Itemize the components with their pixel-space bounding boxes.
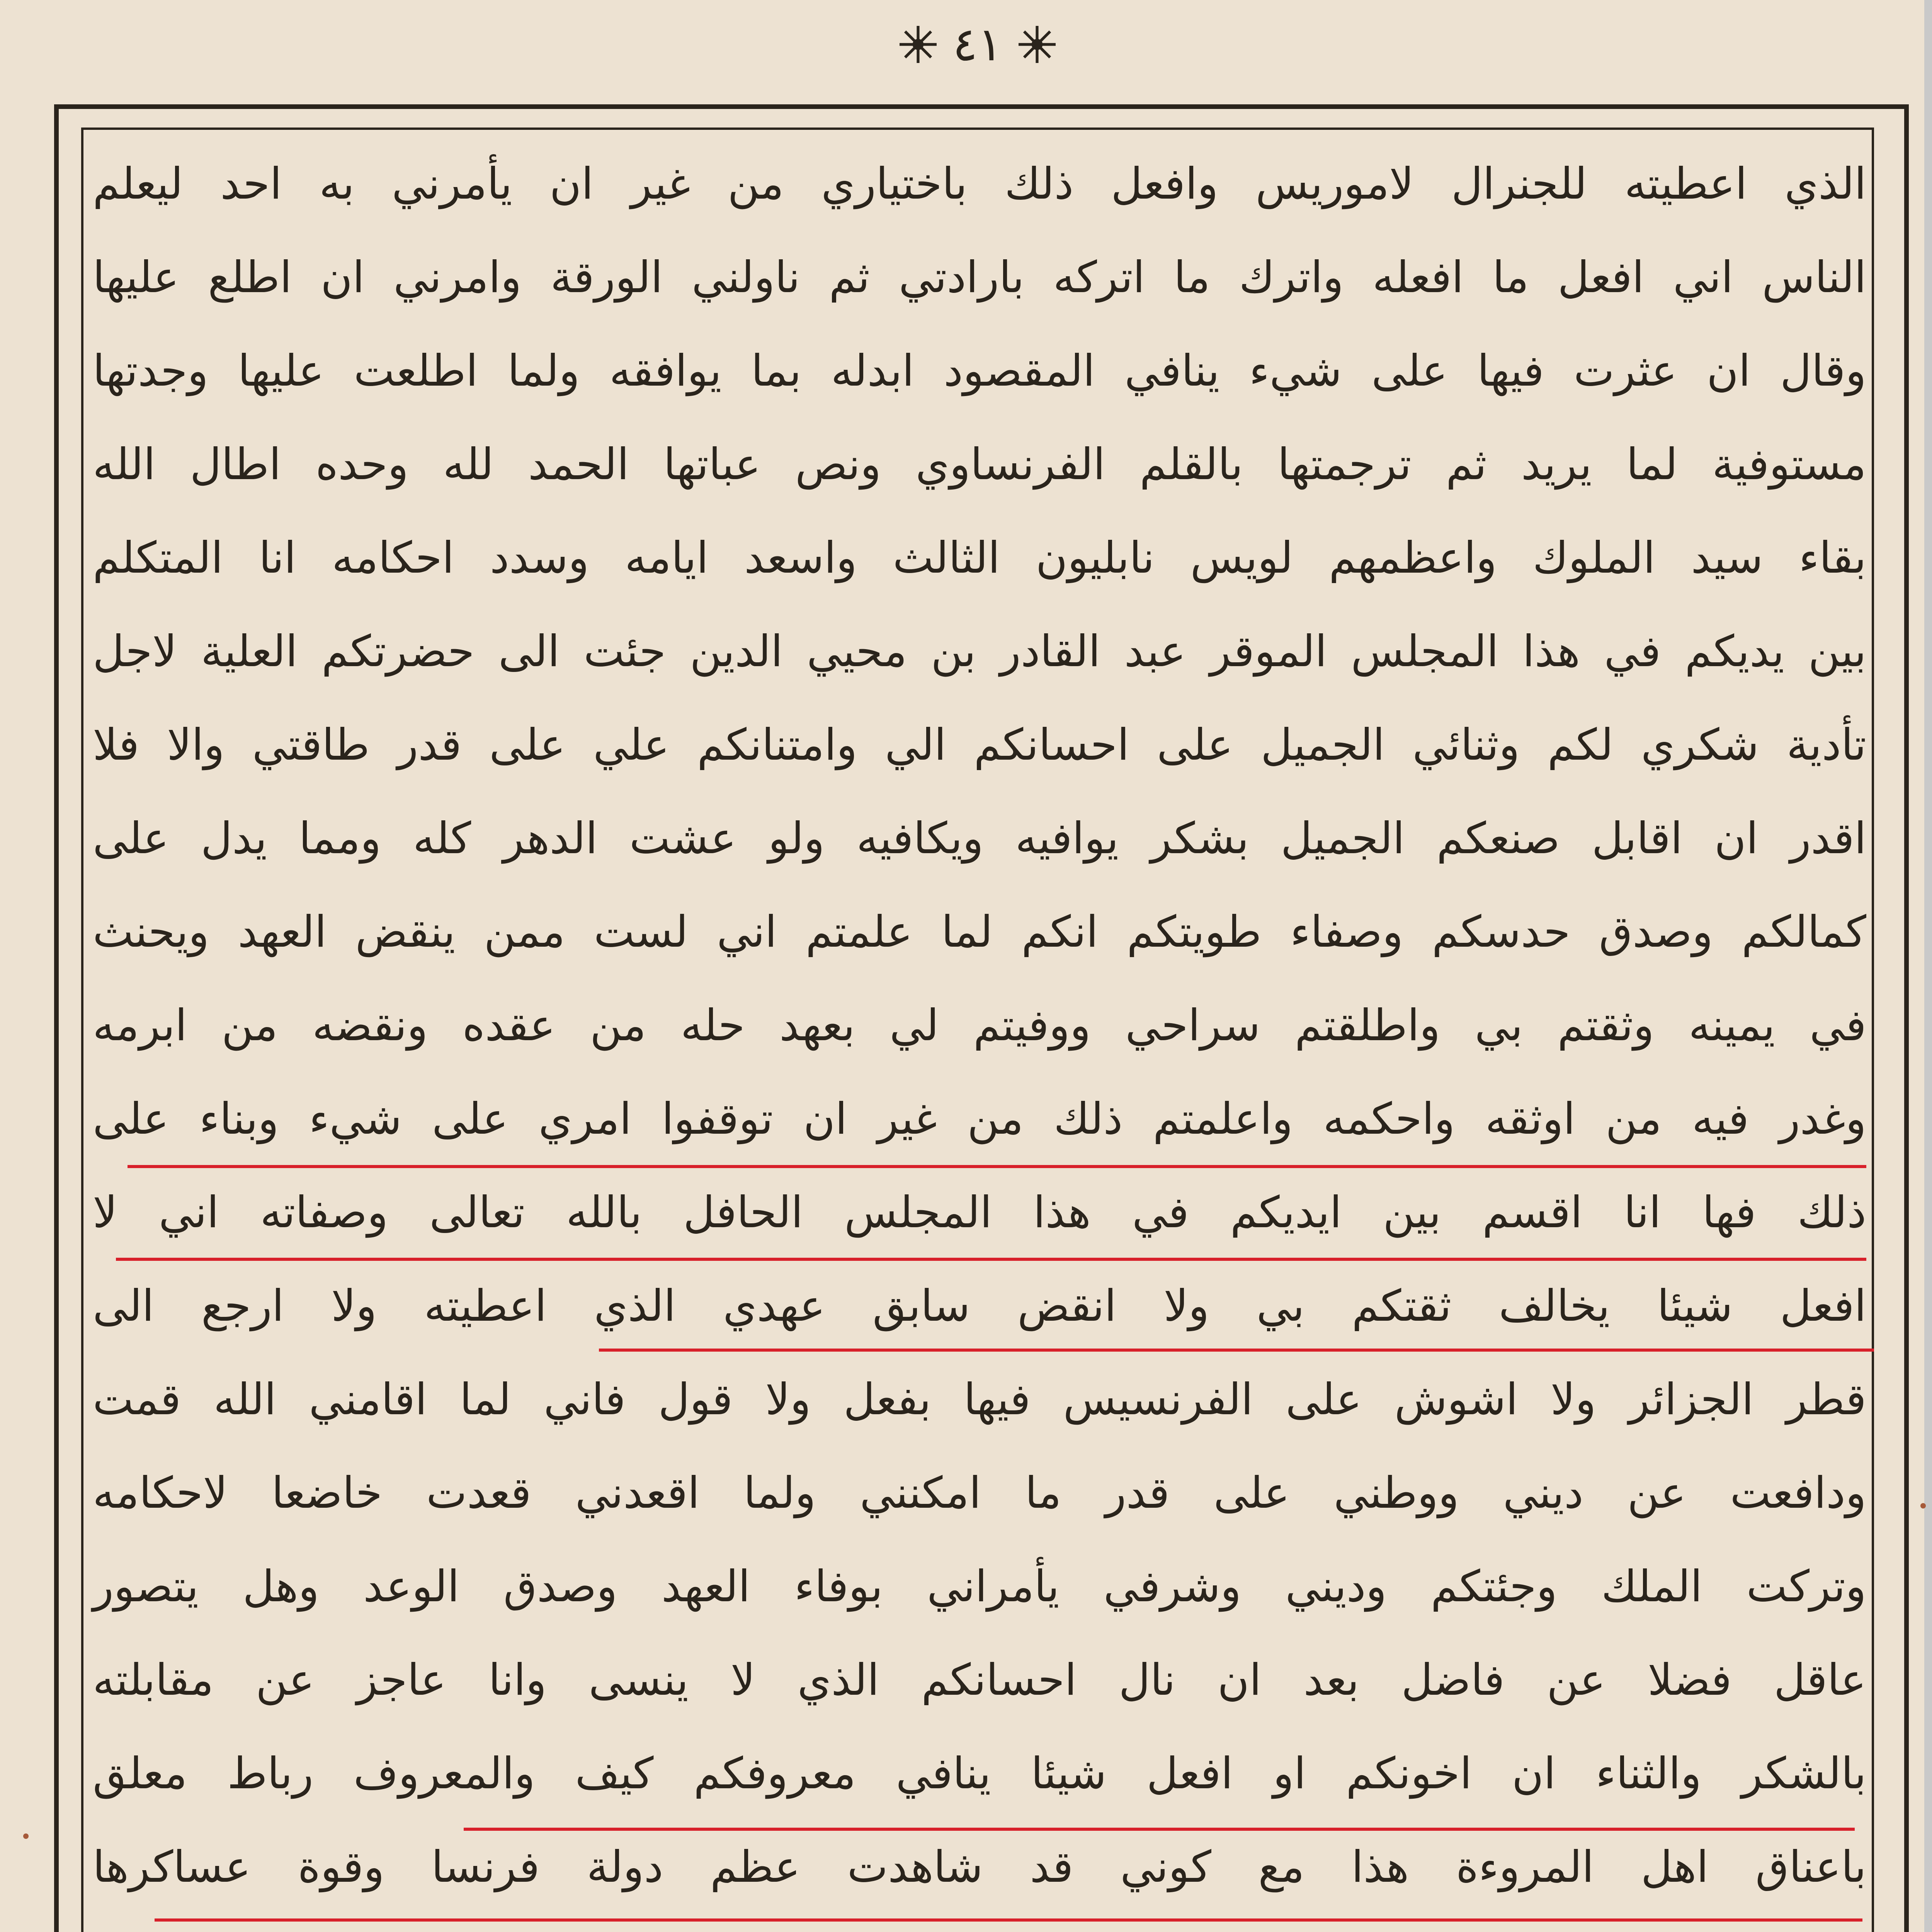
text-line: بين يديكم في هذا المجلس الموقر عبد القادر بن محيي الدين جئت الى حضرتكم العلية لاجل (93, 626, 1866, 677)
page-number-header (869, 15, 1086, 73)
paper-speck (1920, 1503, 1926, 1509)
paper-speck (23, 1833, 29, 1839)
text-line: مستوفية لما يريد ثم ترجمتها بالقلم الفرنساوي ونص عباتها الحمد لله وحده اطال الله (93, 439, 1866, 490)
red-underline (155, 1918, 1862, 1922)
red-underline (464, 1828, 1855, 1831)
text-line: ودافعت عن ديني ووطني على قدر ما امكنني ولما اقعدني قعدت خاضعا لاحكامه (93, 1468, 1866, 1518)
text-line: افعل شيئا يخالف ثقتكم بي ولا انقض سابق عهدي الذي اعطيته ولا ارجع الى (93, 1281, 1866, 1331)
text-line: الناس اني افعل ما افعله واترك ما اتركه بارادتي ثم ناولني الورقة وامرني ان اطلع عليها (93, 252, 1866, 303)
page-number: ٤١ (952, 17, 1003, 71)
scan-edge (1924, 0, 1932, 1932)
text-line: الذي اعطيته للجنرال لاموريس وافعل ذلك باختياري من غير ان يأمرني به احد ليعلم (93, 159, 1866, 209)
text-line (93, 1914, 1866, 1932)
body-text (93, 137, 1866, 1932)
text-line: في يمينه وثقتم بي واطلقتم سراحي ووفيتم لي بعهد حله من عقده ونقضه من ابرمه (93, 1000, 1866, 1051)
text-line: وقال ان عثرت فيها على شيء ينافي المقصود ابدله بما يوافقه ولما اطلعت عليها وجدتها (93, 346, 1866, 396)
text-line: بالشكر والثناء ان اخونكم او افعل شيئا ينافي معروفكم كيف والمعروف رباط معلق (93, 1748, 1866, 1799)
text-line: قطر الجزائر ولا اشوش على الفرنسيس فيها بفعل ولا قول فاني لما اقامني الله قمت (93, 1374, 1866, 1425)
text-line: باعناق اهل المروءة هذا مع كوني قد شاهدت عظم دولة فرنسا وقوة عساكرها (93, 1842, 1866, 1892)
star-ornament-icon (895, 21, 941, 68)
star-ornament-icon (1014, 21, 1060, 68)
red-underline (116, 1258, 1866, 1261)
text-line: بقاء سيد الملوك واعظمهم لويس نابليون الثالث واسعد ايامه وسدد احكامه انا المتكلم (93, 533, 1866, 583)
red-underline (599, 1349, 1874, 1352)
text-line: وغدر فيه من اوثقه واحكمه واعلمتم ذلك من غير ان توقفوا امري على شيء وبناء على (93, 1094, 1866, 1144)
text-line: اقدر ان اقابل صنعكم الجميل بشكر يوافيه ويكافيه ولو عشت الدهر كله ومما يدل على (93, 813, 1866, 864)
text-line: عاقل فضلا عن فاضل بعد ان نال احسانكم الذي لا ينسى وانا عاجز عن مقابلته (93, 1655, 1866, 1705)
text-line: كمالكم وصدق حدسكم وصفاء طويتكم انكم لما علمتم اني لست ممن ينقض العهد ويحنث (93, 907, 1866, 957)
text-line: تأدية شكري لكم وثنائي الجميل على احسانكم الي وامتنانكم علي على قدر طاقتي والا فلا (93, 720, 1866, 770)
text-line: ذلك فها انا اقسم بين ايديكم في هذا المجلس الحافل بالله تعالى وصفاته اني لا (93, 1187, 1866, 1238)
text-line: وتركت الملك وجئتكم وديني وشرفي يأمراني بوفاء العهد وصدق الوعد وهل يتصور (93, 1561, 1866, 1612)
red-underline (128, 1165, 1866, 1168)
